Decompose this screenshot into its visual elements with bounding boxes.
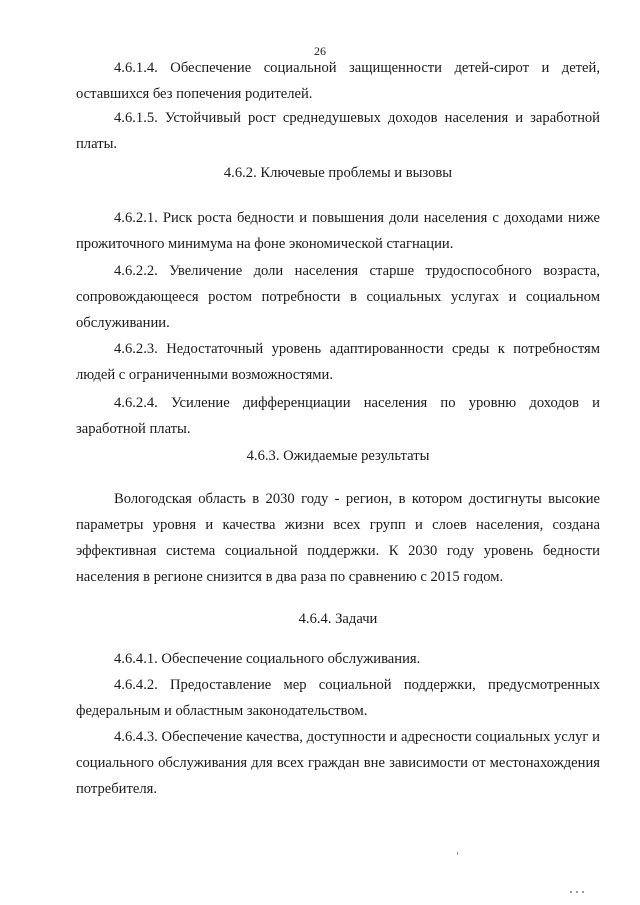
scan-speck: [570, 891, 572, 893]
paragraph-4-6-4-1: 4.6.4.1. Обеспечение социального обслуживания.: [114, 651, 421, 667]
paragraph-4-6-2-3: 4.6.2.3. Недостаточный уровень адаптированности среды к потребностям людей с ограниченными возможностями.: [76, 341, 600, 383]
scan-speck: [576, 891, 578, 893]
scan-speck: [457, 852, 458, 855]
paragraph-4-6-2-2: 4.6.2.2. Увеличение доли населения старше трудоспособного возраста, сопровождающееся ростом потребности в социальных услугах и социальном обслуживании.: [76, 263, 600, 331]
section-heading-4-6-4: 4.6.4. Задачи: [298, 611, 378, 627]
paragraph-4-6-2-4: 4.6.2.4. Усиление дифференциации населения по уровню доходов и заработной платы.: [76, 395, 600, 437]
paragraph-4-6-1-4: 4.6.1.4. Обеспечение социальной защищенности детей-сирот и детей, оставшихся без попечения родителей.: [76, 60, 600, 102]
section-heading-4-6-3: 4.6.3. Ожидаемые результаты: [246, 448, 430, 464]
paragraph-expected-results: Вологодская область в 2030 году - регион, в котором достигнуты высокие параметры уровня и качества жизни всех групп и слоев населения, создана эффективная система социальной поддержки. К 2030 году уровень бедности населения в регионе снизится в два раза по сравнению с 2015 годом.: [76, 491, 600, 585]
paragraph-4-6-4-2: 4.6.4.2. Предоставление мер социальной поддержки, предусмотренных федеральным и областным законодательством.: [76, 677, 600, 719]
section-heading-4-6-2: 4.6.2. Ключевые проблемы и вызовы: [223, 165, 453, 181]
paragraph-4-6-2-1: 4.6.2.1. Риск роста бедности и повышения доли населения с доходами ниже прожиточного минимума на фоне экономической стагнации.: [76, 210, 600, 252]
paragraph-4-6-1-5: 4.6.1.5. Устойчивый рост среднедушевых доходов населения и заработной платы.: [76, 110, 600, 152]
paragraph-4-6-4-3: 4.6.4.3. Обеспечение качества, доступности и адресности социальных услуг и социального обслуживания для всех граждан вне зависимости от местонахождения потребителя.: [76, 729, 600, 797]
page-number: 26: [314, 44, 326, 58]
scan-speck: [582, 891, 584, 893]
